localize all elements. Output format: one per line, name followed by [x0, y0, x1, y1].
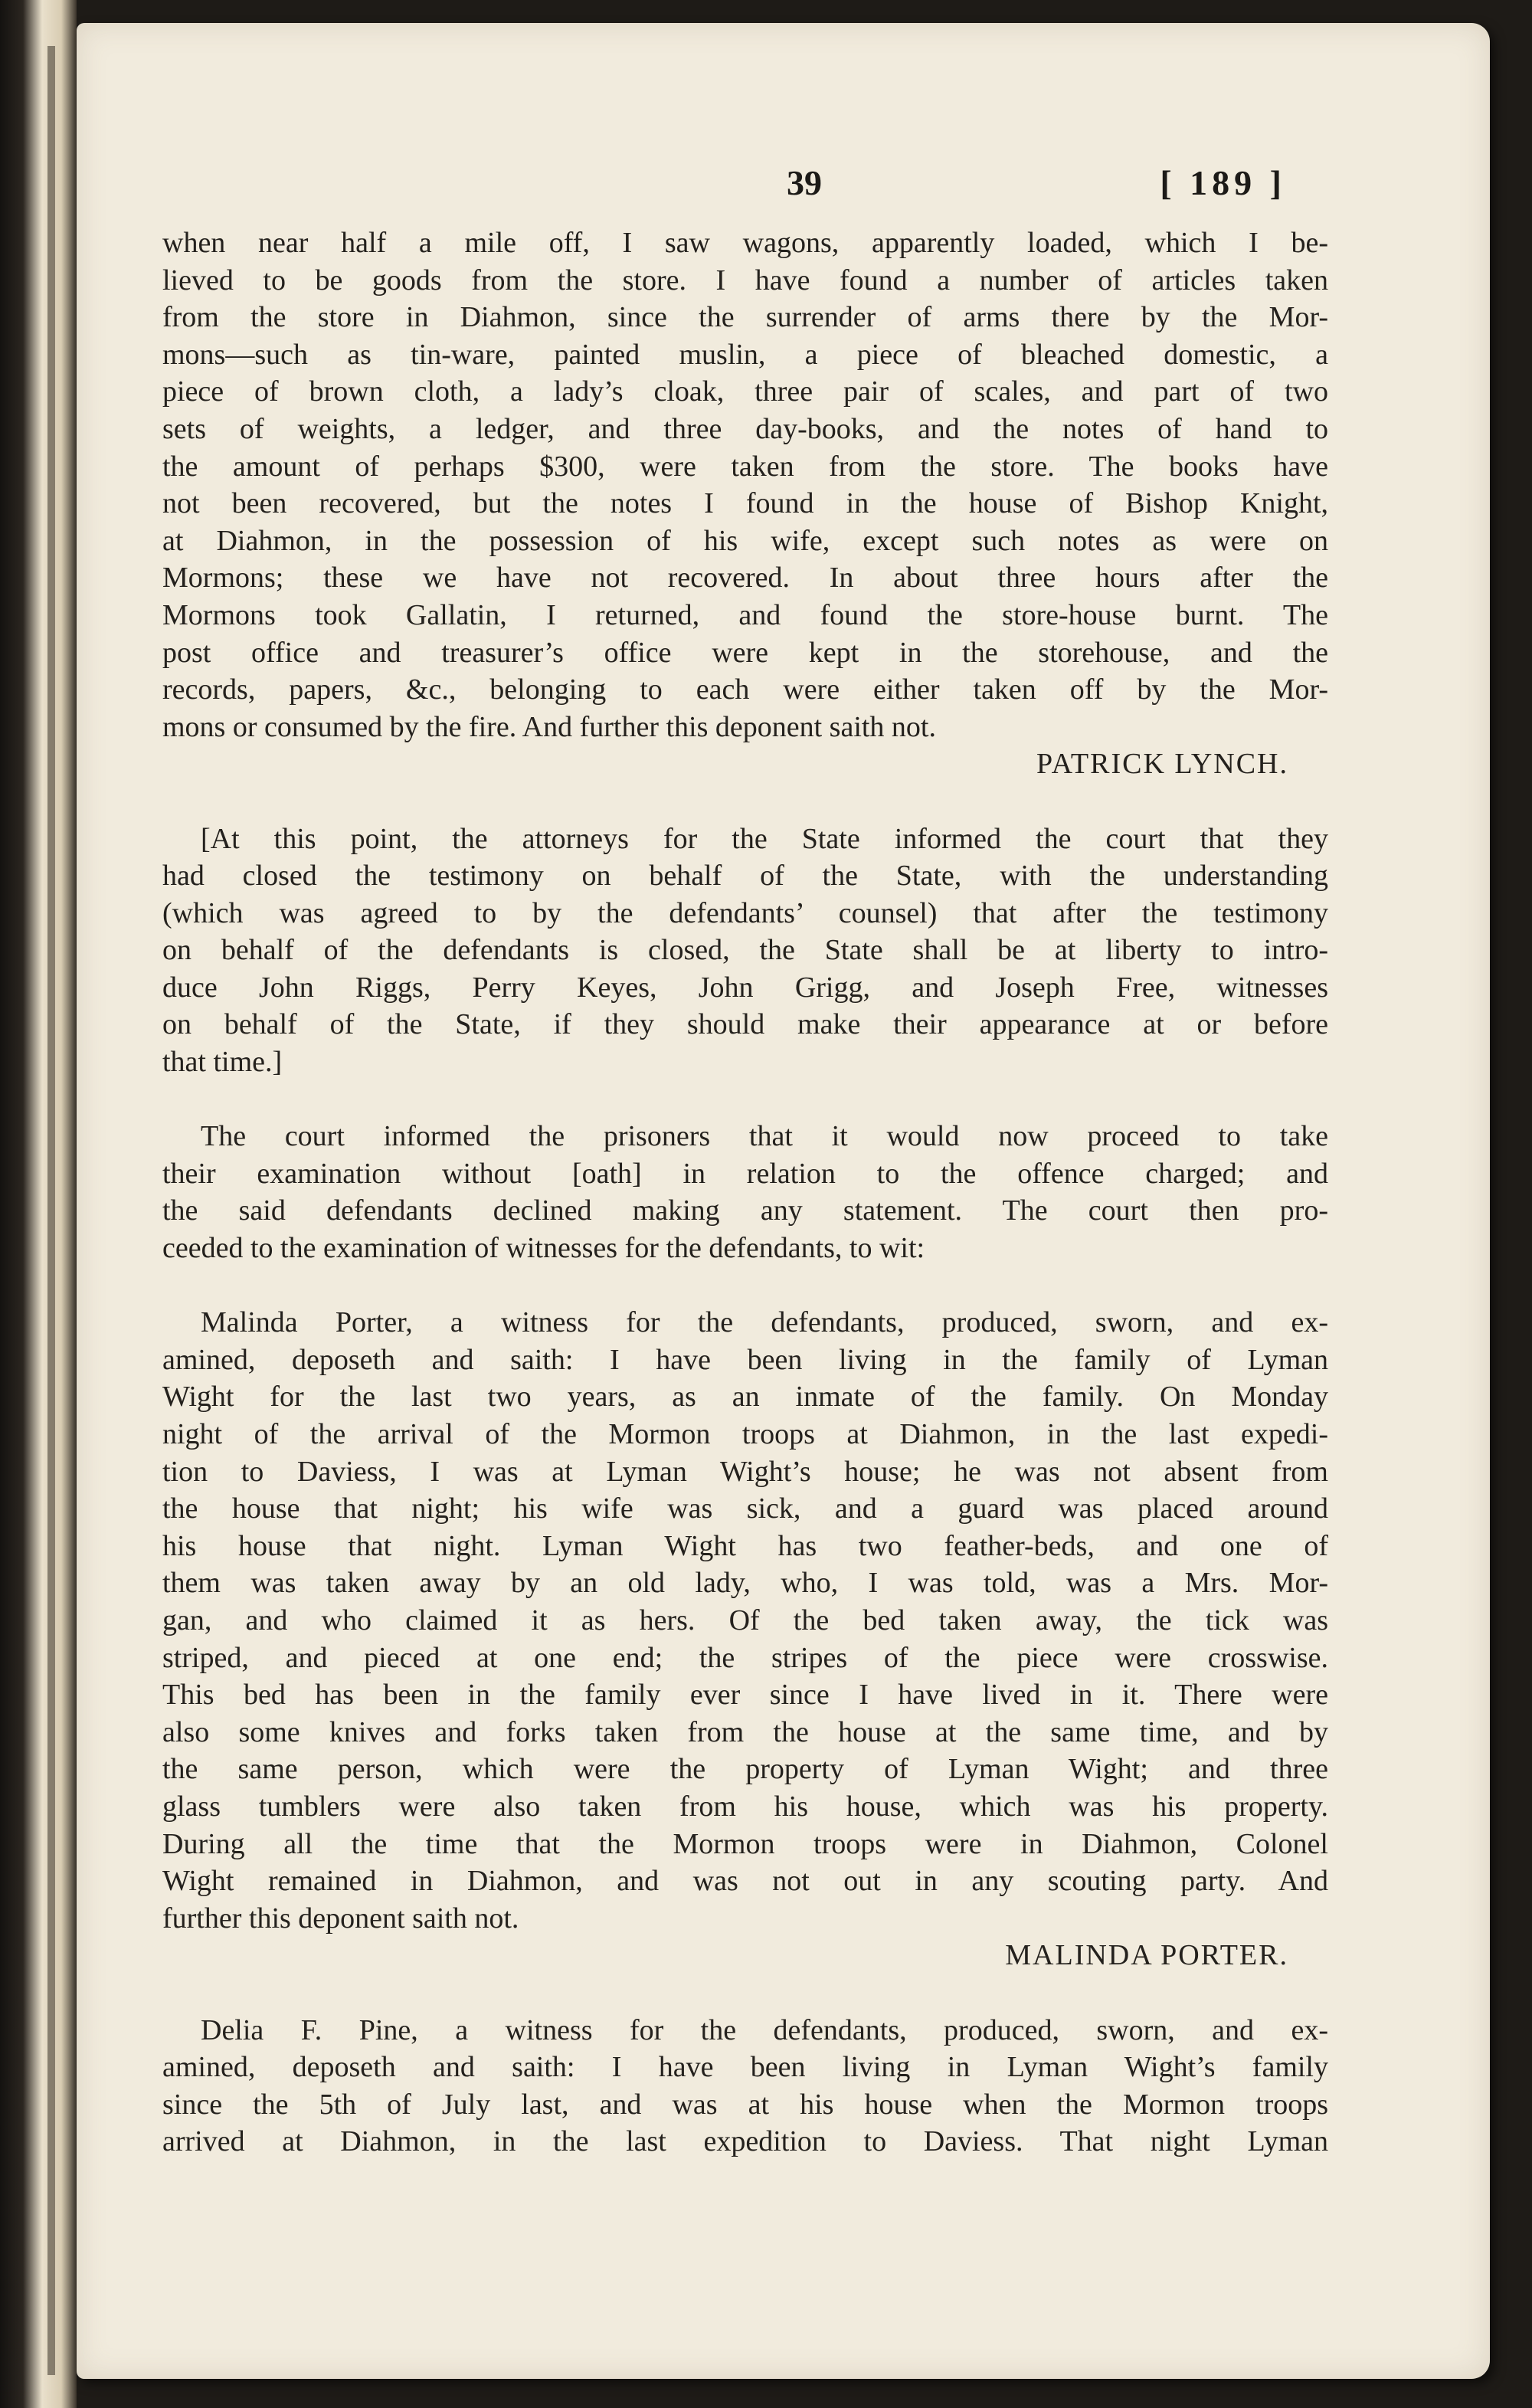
- text-line: Wight for the last two years, as an inmate of the family. On Monday: [162, 1381, 1328, 1414]
- paragraph: [162, 1304, 1328, 1974]
- paragraph: [162, 1118, 1328, 1266]
- text-line: also some knives and forks taken from the house at the same time, and by: [162, 1715, 1328, 1748]
- text-line: glass tumblers were also taken from his house, which was his property.: [162, 1790, 1328, 1823]
- text-line: arrived at Diahmon, in the last expedition to Daviess. That night Lyman: [162, 2125, 1328, 2158]
- text-line: amined, deposeth and saith: I have been living in the family of Lyman: [162, 1343, 1328, 1376]
- text-line: Mormons; these we have not recovered. In about three hours after the: [162, 562, 1328, 595]
- text-line: records, papers, &c., belonging to each were either taken off by the Mor-: [162, 673, 1328, 706]
- text-line: the house that night; his wife was sick, and a guard was placed around: [162, 1492, 1328, 1525]
- text-line: at Diahmon, in the possession of his wife, except such notes as were on: [162, 524, 1328, 557]
- text-line: further this deponent saith not.: [162, 1902, 519, 1935]
- paragraph-gap: [162, 1267, 1328, 1305]
- paragraph: [162, 2012, 1328, 2161]
- paragraph-gap: [162, 1974, 1328, 2012]
- text-line: striped, and pieced at one end; the stripes of the piece were crosswise.: [162, 1641, 1328, 1674]
- text-line: lieved to be goods from the store. I have found a number of articles taken: [162, 264, 1328, 296]
- paragraph: [162, 224, 1328, 783]
- text-line: This bed has been in the family ever since I have lived in it. There were: [162, 1679, 1328, 1712]
- text-line: that time.]: [162, 1046, 283, 1079]
- text-line: tion to Daviess, I was at Lyman Wight’s house; he was not absent from: [162, 1455, 1328, 1488]
- text-line: Malinda Porter, a witness for the defendants, produced, sworn, and ex-: [201, 1306, 1328, 1339]
- text-line: since the 5th of July last, and was at his house when the Mormon troops: [162, 2088, 1328, 2121]
- text-line: night of the arrival of the Mormon troops at Diahmon, in the last expedi-: [162, 1418, 1328, 1450]
- document-number: [ 189 ]: [1160, 163, 1286, 202]
- text-line: piece of brown cloth, a lady’s cloak, three pair of scales, and part of two: [162, 375, 1328, 408]
- text-line: the said defendants declined making any statement. The court then pro-: [162, 1194, 1328, 1227]
- text-line: the same person, which were the property of Lyman Wight; and three: [162, 1753, 1328, 1786]
- text-line: when near half a mile off, I saw wagons, apparently loaded, which I be-: [162, 227, 1328, 259]
- binding-edge: [47, 46, 55, 2375]
- text-line: them was taken away by an old lady, who, I was told, was a Mrs. Mor-: [162, 1567, 1328, 1600]
- text-line: (which was agreed to by the defendants’ counsel) that after the testimony: [162, 896, 1328, 929]
- paragraph: [162, 821, 1328, 1081]
- text-line: on behalf of the defendants is closed, the State shall be at liberty to intro-: [162, 934, 1328, 967]
- text-line: his house that night. Lyman Wight has two feather-beds, and one of: [162, 1529, 1328, 1562]
- text-line: During all the time that the Mormon troops were in Diahmon, Colonel: [162, 1827, 1328, 1860]
- signature: PATRICK LYNCH.: [1036, 748, 1288, 781]
- text-line: Mormons took Gallatin, I returned, and found the store-house burnt. The: [162, 598, 1328, 631]
- text-line: on behalf of the State, if they should make their appearance at or before: [162, 1008, 1328, 1041]
- text-line: gan, and who claimed it as hers. Of the bed taken away, the tick was: [162, 1604, 1328, 1636]
- signature: MALINDA PORTER.: [1005, 1939, 1288, 1972]
- text-line: from the store in Diahmon, since the surrender of arms there by the Mor-: [162, 301, 1328, 334]
- paragraph-gap: [162, 1081, 1328, 1119]
- text-line: not been recovered, but the notes I found in the house of Bishop Knight,: [162, 487, 1328, 520]
- text-line: had closed the testimony on behalf of the State, with the understanding: [162, 860, 1328, 893]
- text-line: mons or consumed by the fire. And further this deponent saith not.: [162, 710, 936, 743]
- text-line: the amount of perhaps $300, were taken from the store. The books have: [162, 450, 1328, 483]
- body-text: [162, 224, 1328, 2161]
- text-line: post office and treasurer’s office were kept in the storehouse, and the: [162, 636, 1328, 669]
- text-line: Wight remained in Diahmon, and was not out in any scouting party. And: [162, 1865, 1328, 1898]
- book-spine: [0, 0, 77, 2408]
- text-line: ceeded to the examination of witnesses for the defendants, to wit:: [162, 1232, 925, 1265]
- text-line: The court informed the prisoners that it would now proceed to take: [201, 1120, 1328, 1153]
- text-line: mons—such as tin-ware, painted muslin, a piece of bleached domestic, a: [162, 338, 1328, 371]
- text-line: duce John Riggs, Perry Keyes, John Grigg, and Joseph Free, witnesses: [162, 971, 1328, 1004]
- text-line: their examination without [oath] in relation to the offence charged; and: [162, 1157, 1328, 1190]
- text-line: [At this point, the attorneys for the State informed the court that they: [201, 822, 1328, 855]
- text-line: Delia F. Pine, a witness for the defendants, produced, sworn, and ex-: [201, 2013, 1328, 2046]
- text-line: amined, deposeth and saith: I have been living in Lyman Wight’s family: [162, 2051, 1328, 2084]
- paragraph-gap: [162, 783, 1328, 821]
- text-line: sets of weights, a ledger, and three day-books, and the notes of hand to: [162, 412, 1328, 445]
- page-number: 39: [787, 163, 822, 202]
